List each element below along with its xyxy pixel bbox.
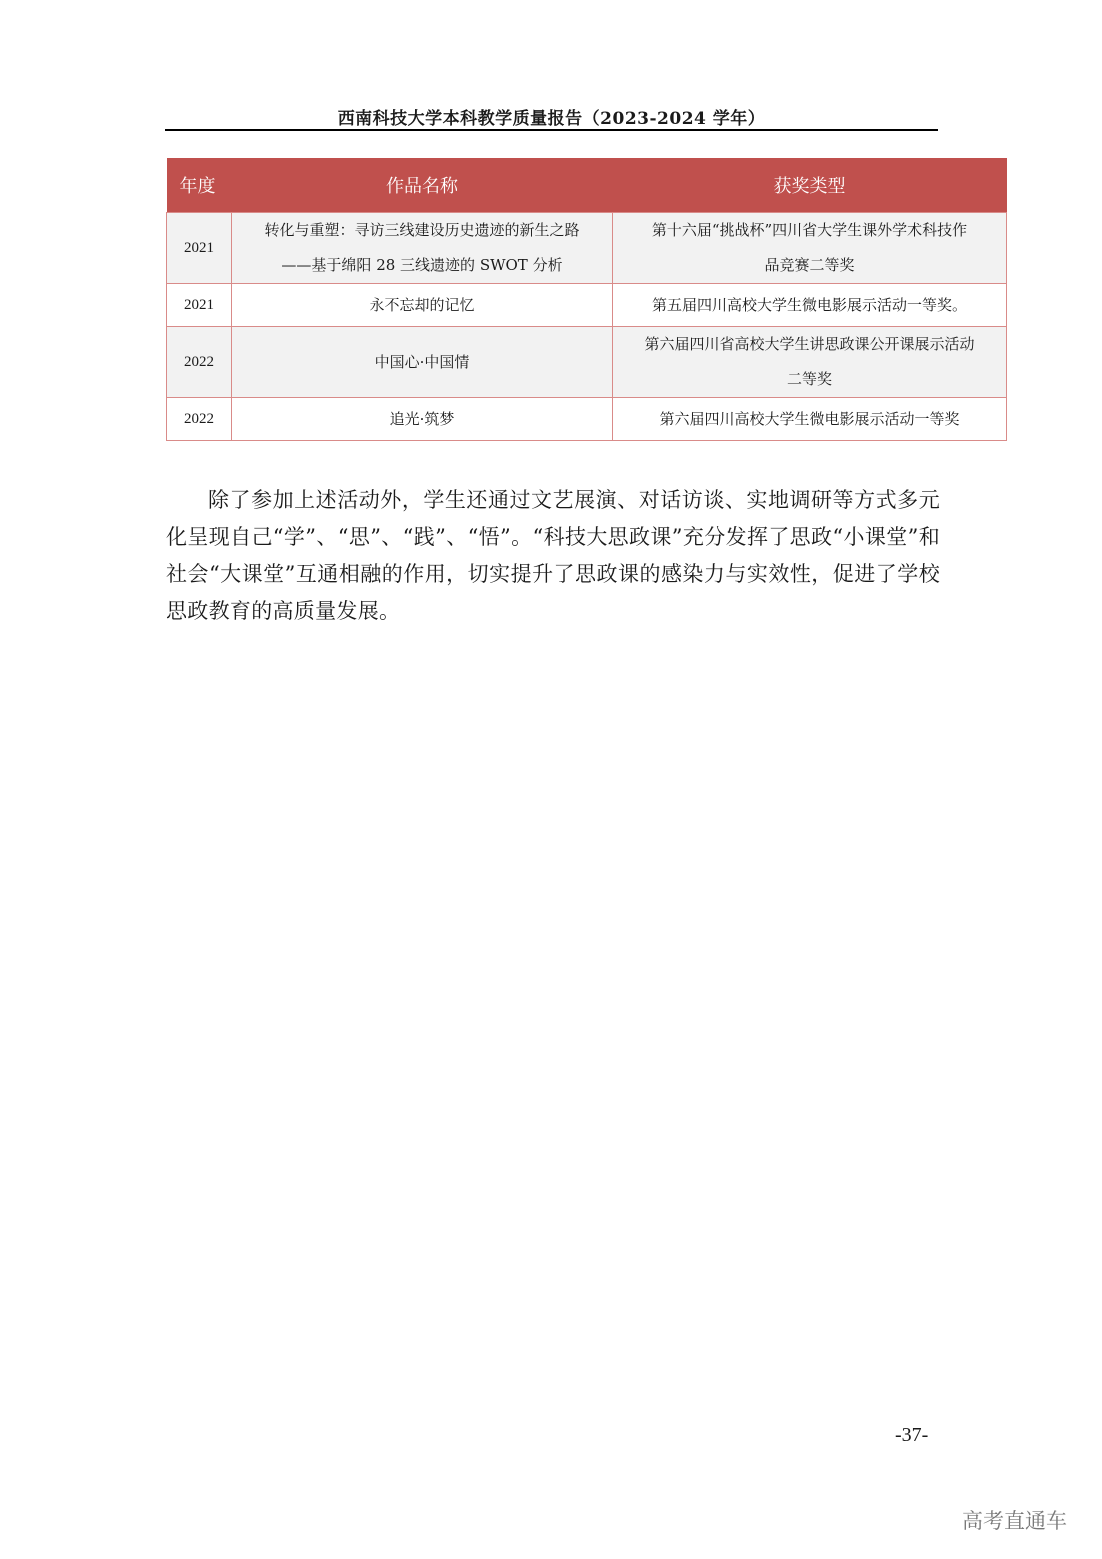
column-header-year: 年度 — [167, 158, 232, 213]
awards-table — [166, 158, 1007, 441]
cell-line: ——基于绵阳 28 三线遗迹的 SWOT 分析 — [281, 256, 563, 274]
table-row — [167, 213, 1007, 284]
cell-line: 永不忘却的记忆 — [369, 295, 475, 314]
cell-line: 转化与重塑：寻访三线建设历史遗迹的新生之路 — [264, 221, 580, 239]
cell-line: 二等奖 — [786, 370, 832, 388]
cell-award-type — [613, 213, 1007, 284]
cell-year: 2022 — [167, 327, 232, 398]
table-header-row — [167, 158, 1007, 213]
header-divider — [165, 129, 938, 131]
cell-year: 2021 — [167, 284, 232, 327]
cell-work-title — [232, 398, 613, 441]
cell-line: 追光·筑梦 — [389, 409, 455, 428]
body-paragraph: 除了参加上述活动外，学生还通过文艺展演、对话访谈、实地调研等方式多元化呈现自己“学”、“思”、“践”、“悟”。“科技大思政课”充分发挥了思政“小课堂”和社会“大课堂”互通相融的作用，切实提升了思政课的感染力与实效性，促进了学校思政教育的高质量发展。 — [166, 488, 940, 623]
cell-year: 2022 — [167, 398, 232, 441]
table-row — [167, 284, 1007, 327]
table-row — [167, 327, 1007, 398]
cell-work-title — [232, 327, 613, 398]
watermark-text: 高考直通车 — [962, 1509, 1067, 1533]
cell-line: 第十六届“挑战杯”四川省大学生课外学术科技作 — [651, 221, 968, 239]
cell-line: 品竞赛二等奖 — [764, 256, 855, 274]
column-header-award-type: 获奖类型 — [613, 158, 1007, 213]
cell-award-type — [613, 284, 1007, 327]
cell-work-title — [232, 284, 613, 327]
column-header-work-title: 作品名称 — [232, 158, 613, 213]
cell-line: 第五届四川高校大学生微电影展示活动一等奖。 — [651, 295, 967, 314]
cell-award-type — [613, 398, 1007, 441]
cell-line: 第六届四川省高校大学生讲思政课公开课展示活动 — [644, 335, 975, 353]
cell-year: 2021 — [167, 213, 232, 284]
cell-line: 中国心·中国情 — [374, 352, 470, 371]
table-row — [167, 398, 1007, 441]
cell-line: 第六届四川高校大学生微电影展示活动一等奖 — [659, 409, 960, 428]
page-number: -37- — [895, 1424, 929, 1446]
cell-award-type — [613, 327, 1007, 398]
cell-work-title — [232, 213, 613, 284]
report-header-title: 西南科技大学本科教学质量报告（2023-2024 学年） — [337, 109, 766, 129]
